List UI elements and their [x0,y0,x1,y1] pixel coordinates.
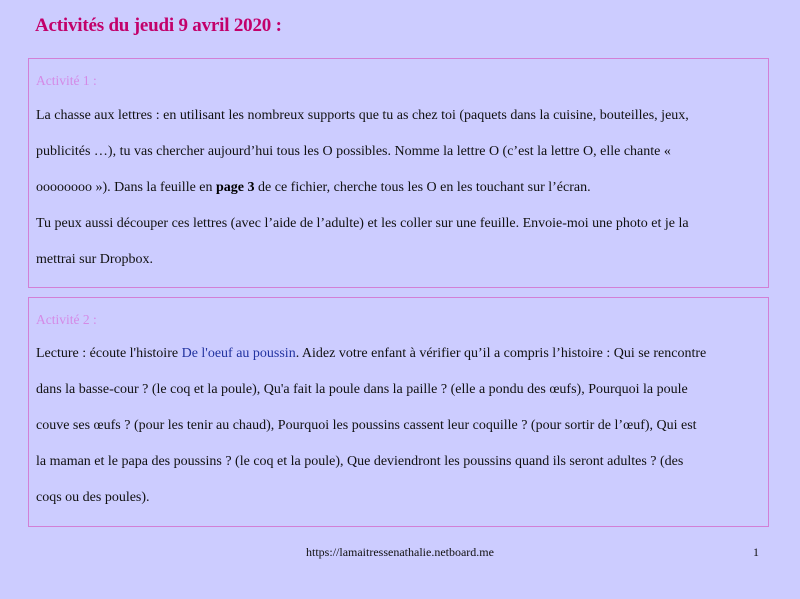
page-title: Activités du jeudi 9 avril 2020 : [35,15,282,36]
activity-2-heading: Activité 2 : [36,312,97,327]
activity-1-line-4: Tu peux aussi découper ces lettres (avec l’aide de l’adulte) et les coller sur une feuille. Envoie-moi une photo et je la [36,216,689,231]
footer-url[interactable]: https://lamaitressenathalie.netboard.me [306,545,494,559]
activity-2-line-5: coqs ou des poules). [36,490,150,505]
activity-2-box [28,297,769,527]
activity-2-line-2: dans la basse-cour ? (le coq et la poule), Qu'a fait la poule dans la paille ? (elle a pondu des œufs), Pourquoi la poule [36,382,688,397]
activity-1-line-5: mettrai sur Dropbox. [36,252,154,267]
activity-2-line-3: couve ses œufs ? (pour les tenir au chaud), Pourquoi les poussins cassent leur coquille ? (pour sortir de l’œuf), Qui est [36,418,697,433]
page-3-link[interactable]: page 3 [216,180,255,195]
activity-2-line-1 [36,336,760,372]
activity-1-line-3-text-after: de ce fichier, cherche tous les O en les touchant sur l’écran. [254,180,591,195]
activity-1-line-1: La chasse aux lettres : en utilisant les nombreux supports que tu as chez toi (paquets dans la cuisine, bouteilles, jeux, [36,108,689,123]
activity-1-line-2: publicités …), tu vas chercher aujourd’hui tous les O possibles. Nomme la lettre O (c’est la lettre O, elle chante « [36,144,671,159]
story-link[interactable]: De l'oeuf au poussin [181,346,296,361]
activity-2-line-1-text-before: Lecture : écoute l'histoire [36,346,182,361]
activity-1-heading: Activité 1 : [36,73,97,88]
activity-1-box [28,58,769,288]
activity-1-line-3-text-before: oooooooo »). Dans la feuille en [36,180,217,195]
activity-1-line-3 [36,170,760,206]
activity-2-line-4: la maman et le papa des poussins ? (le coq et la poule), Que deviendront les poussins quand ils seront adultes ? (des [36,454,684,469]
activity-2-line-1-text-after: . Aidez votre enfant à vérifier qu’il a compris l’histoire : Qui se rencontre [295,346,707,361]
page-number: 1 [753,545,759,559]
